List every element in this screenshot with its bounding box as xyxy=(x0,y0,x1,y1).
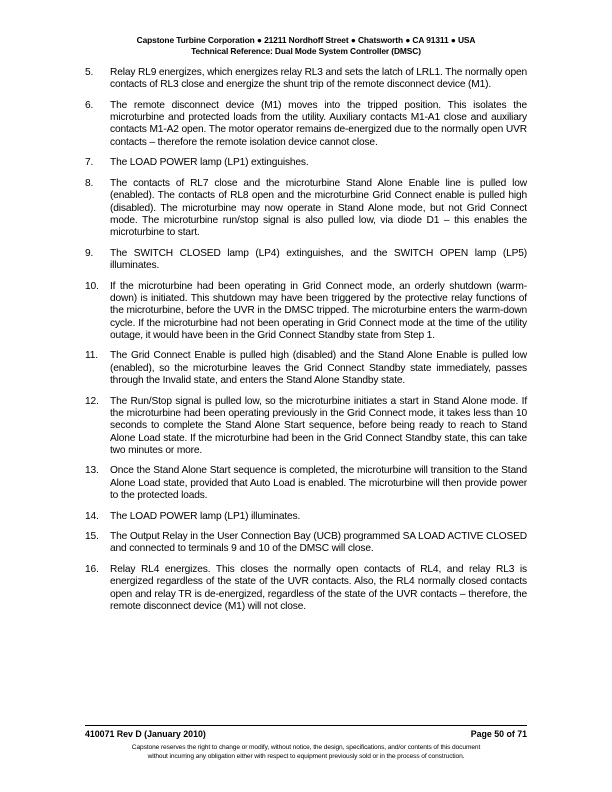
step-item xyxy=(85,281,527,342)
step-text: The Grid Connect Enable is pulled high (disabled) and the Stand Alone Enable is pulled low (enabled), so the microturbine leaves the Grid Connect Standby state immediately, passes through the Invalid state, and enters the Stand Alone Standby state. xyxy=(110,350,527,387)
step-text: The SWITCH CLOSED lamp (LP4) extinguishes, and the SWITCH OPEN lamp (LP5) illuminates. xyxy=(110,247,527,272)
disclaimer-line: Capstone reserves the right to change or modify, without notice, the design, specifications, and/or contents of this document xyxy=(131,744,481,751)
step-number: 9. xyxy=(85,247,94,259)
step-number: 15. xyxy=(85,531,99,543)
step-text: The contacts of RL7 close and the microturbine Stand Alone Enable line is pulled low (enabled). The contacts of RL8 open and the microturbine Grid Connect enable is pulled high (disabled). The microturbine may now operate in Stand Alone mode, but not Grid Connect mode. The microturbine run/stop signal is also pulled low, via diode D1 – this enables the microturbine to start. xyxy=(110,177,527,239)
step-number: 10. xyxy=(85,280,99,292)
step-item xyxy=(85,100,527,149)
document-id: 410071 Rev D (January 2010) xyxy=(85,729,206,739)
step-text: The LOAD POWER lamp (LP1) extinguishes. xyxy=(110,157,309,169)
step-number: 13. xyxy=(85,465,99,477)
step-item xyxy=(85,178,527,239)
step-item xyxy=(85,350,527,387)
step-text: The remote disconnect device (M1) moves into the tripped position. This isolates the microturbine and protected loads from the utility. Auxiliary contacts M1-A1 close and auxiliary contacts M1-A2 open. The motor operator remains de-energized due to the normally open UVR contacts – therefore the remote isolation device cannot close. xyxy=(110,99,527,148)
step-number: 7. xyxy=(85,157,94,169)
step-number: 6. xyxy=(85,99,94,111)
step-number: 8. xyxy=(85,177,94,189)
step-item xyxy=(85,248,527,273)
step-text: If the microturbine had been operating in Grid Connect mode, an orderly shutdown (warm-down) is initiated. This shutdown may have been triggered by the protective relay functions of the microturbine, before the UVR in the DMSC tripped. The microturbine enters the warm-down cycle. If the microturbine had not been operating in Grid Connect mode at the time of the utility outage, it would have been in the Grid Connect Standby state from Step 1. xyxy=(110,280,527,341)
page-number: Page 50 of 71 xyxy=(470,729,527,739)
step-number: 14. xyxy=(85,510,99,522)
header-company-line: Capstone Turbine Corporation ● 21211 Nordhoff Street ● Chatsworth ● CA 91311 ● USA xyxy=(136,35,476,45)
step-item xyxy=(85,396,527,457)
header-title-line: Technical Reference: Dual Mode System Controller (DMSC) xyxy=(191,46,421,56)
step-item xyxy=(85,465,527,502)
step-item xyxy=(85,531,527,556)
step-text: Relay RL9 energizes, which energizes relay RL3 and sets the latch of LRL1. The normally open contacts of RL3 close and energize the shunt trip of the remote disconnect device (M1). xyxy=(110,67,527,91)
footer-divider xyxy=(85,725,527,726)
step-item xyxy=(85,67,527,92)
page-header xyxy=(0,35,612,57)
step-number: 5. xyxy=(85,67,94,78)
step-number: 16. xyxy=(85,564,99,576)
step-item xyxy=(85,564,527,613)
footer-disclaimer xyxy=(0,743,612,761)
step-text: Once the Stand Alone Start sequence is completed, the microturbine will transition to the Stand Alone Load state, provided that Auto Load is enabled. The microturbine will then provide power to the protected loads. xyxy=(110,465,527,501)
step-text: The Run/Stop signal is pulled low, so the microturbine initiates a start in Stand Alone mode. If the microturbine had been operating previously in the Grid Connect mode, it takes less than 10 seconds to complete the Stand Alone Start sequence, before being ready to reach to Stand Alone Load state. If the microturbine had been in the Grid Connect Standby state, this can take two minutes or more. xyxy=(110,395,527,456)
step-text: Relay RL4 energizes. This closes the normally open contacts of RL4, and relay RL3 is energized regardless of the state of the UVR contacts. Also, the RL4 normally closed contacts open and relay TR is de-energized, regardless of the state of the UVR contacts – therefore, the remote disconnect device (M1) will not close. xyxy=(110,564,527,612)
step-number: 11. xyxy=(85,350,98,362)
step-item xyxy=(85,511,527,523)
step-number: 12. xyxy=(85,395,99,407)
step-text: The LOAD POWER lamp (LP1) illuminates. xyxy=(110,510,301,522)
disclaimer-line: without incurring any obligation either with respect to equipment previously sold or in the process of construction. xyxy=(147,753,465,760)
step-item xyxy=(85,157,527,169)
step-text: The Output Relay in the User Connection Bay (UCB) programmed SA LOAD ACTIVE CLOSED and connected to terminals 9 and 10 of the DMSC will close. xyxy=(110,531,527,555)
procedure-steps xyxy=(85,67,527,622)
